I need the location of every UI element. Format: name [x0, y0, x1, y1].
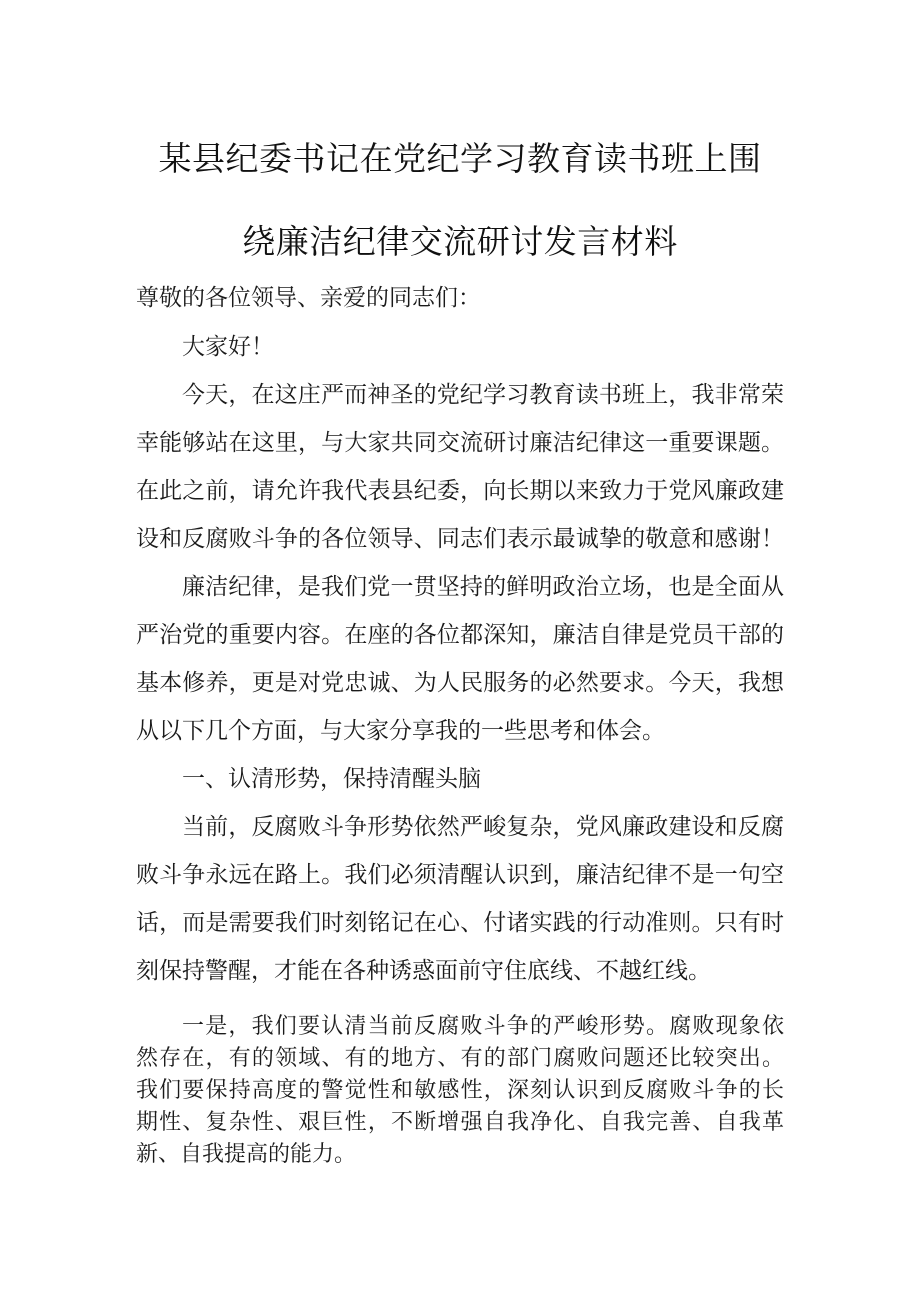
paragraph-1-line-1: 今天，在这庄严而神圣的党纪学习教育读书班上，我非常荣 [182, 382, 784, 408]
paragraph-2-line-4: 从以下几个方面，与大家分享我的一些思考和体会。 [136, 718, 665, 744]
paragraph-3-line-3: 话，而是需要我们时刻铭记在心、付诸实践的行动准则。只有时 [136, 910, 784, 936]
salutation: 尊敬的各位领导、亲爱的同志们： [136, 285, 481, 311]
paragraph-3-line-2: 败斗争永远在路上。我们必须清醒认识到，廉洁纪律不是一句空 [136, 862, 784, 888]
paragraph-2-line-1: 廉洁纪律，是我们党一贯坚持的鲜明政治立场，也是全面从 [182, 574, 784, 600]
paragraph-1-line-2: 幸能够站在这里，与大家共同交流研讨廉洁纪律这一重要课题。 [136, 430, 784, 456]
paragraph-1-line-4: 设和反腐败斗争的各位领导、同志们表示最诚挚的敬意和感谢！ [136, 526, 784, 552]
paragraph-4-line-3: 我们要保持高度的警觉性和敏感性，深刻认识到反腐败斗争的长 [136, 1078, 784, 1103]
paragraph-3-line-4: 刻保持警醒，才能在各种诱惑面前守住底线、不越红线。 [136, 958, 711, 984]
paragraph-1-line-3: 在此之前，请允许我代表县纪委，向长期以来致力于党风廉政建 [136, 478, 784, 504]
paragraph-4-line-5: 新、自我提高的能力。 [136, 1142, 357, 1167]
section-heading-1: 一、认清形势，保持清醒头脑 [182, 766, 481, 792]
paragraph-2-line-3: 基本修养，更是对党忠诚、为人民服务的必然要求。今天，我想 [136, 670, 784, 696]
paragraph-4-line-4: 期性、复杂性、艰巨性，不断增强自我净化、自我完善、自我革 [136, 1110, 784, 1135]
paragraph-3-line-1: 当前，反腐败斗争形势依然严峻复杂，党风廉政建设和反腐 [182, 814, 784, 840]
paragraph-4-line-2: 然存在，有的领域、有的地方、有的部门腐败问题还比较突出。 [136, 1046, 784, 1071]
document-title-line-1: 某县纪委书记在党纪学习教育读书班上围 [158, 139, 762, 178]
paragraph-4-line-1: 一是，我们要认清当前反腐败斗争的严峻形势。腐败现象依 [182, 1014, 784, 1039]
document-title-line-2: 绕廉洁纪律交流研讨发言材料 [242, 222, 678, 261]
greeting: 大家好！ [182, 334, 274, 360]
paragraph-2-line-2: 严治党的重要内容。在座的各位都深知，廉洁自律是党员干部的 [136, 622, 784, 648]
